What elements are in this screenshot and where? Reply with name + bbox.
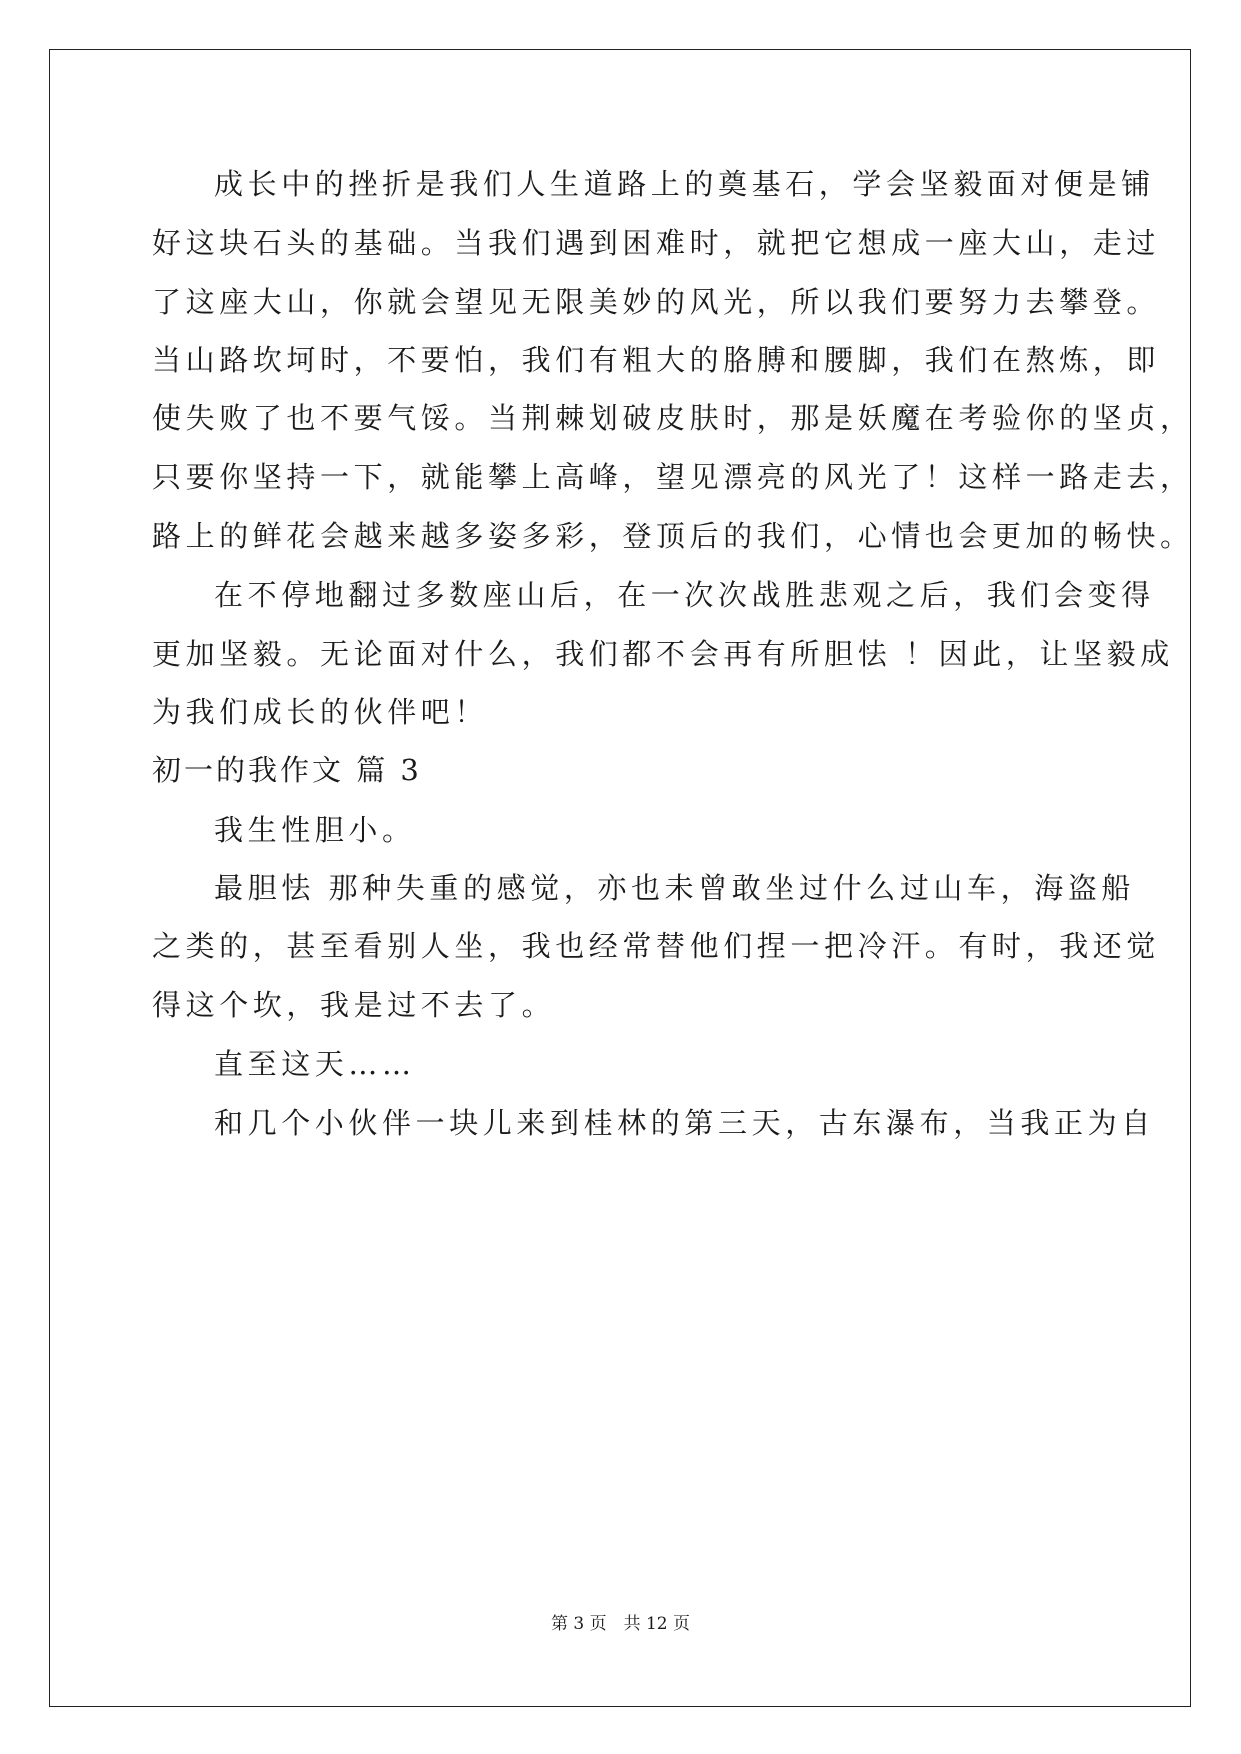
- paragraph-line: 之类的，甚至看别人坐，我也经常替他们捏一把冷汗。有时，我还觉: [152, 929, 1161, 963]
- section-heading: 初一的我作文 篇 3: [152, 753, 422, 787]
- paragraph-line: 了这座大山，你就会望见无限美妙的风光，所以我们要努力去攀登。: [152, 285, 1161, 319]
- paragraph-line: 我生性胆小。: [214, 813, 416, 847]
- paragraph-line: 直至这天……: [214, 1047, 416, 1081]
- paragraph-line: 路上的鲜花会越来越多姿多彩，登顶后的我们，心情也会更加的畅快。: [152, 519, 1194, 553]
- paragraph-line: 使失败了也不要气馁。当荆棘划破皮肤时，那是妖魔在考验你的坚贞，: [152, 401, 1194, 435]
- paragraph-line: 成长中的挫折是我们人生道路上的奠基石，学会坚毅面对便是铺: [214, 167, 1155, 201]
- paragraph-line: 和几个小伙伴一块儿来到桂林的第三天，古东瀑布，当我正为自: [214, 1106, 1155, 1140]
- paragraph-line: 更加坚毅。无论面对什么，我们都不会再有所胆怯 ！因此，让坚毅成: [152, 637, 1174, 671]
- paragraph-line: 只要你坚持一下，就能攀上高峰，望见漂亮的风光了！这样一路走去，: [152, 460, 1194, 494]
- page-number-footer: 第 3 页 共 12 页: [550, 1614, 691, 1634]
- paragraph-line: 为我们成长的伙伴吧！: [152, 695, 489, 729]
- paragraph-line: 最胆怯 那种失重的感觉，亦也未曾敢坐过什么过山车，海盗船: [214, 871, 1136, 905]
- paragraph-line: 得这个坎，我是过不去了。: [152, 988, 556, 1022]
- paragraph-line: 在不停地翻过多数座山后，在一次次战胜悲观之后，我们会变得: [214, 578, 1155, 612]
- paragraph-line: 好这块石头的基础。当我们遇到困难时，就把它想成一座大山，走过: [152, 226, 1161, 260]
- paragraph-line: 当山路坎坷时，不要怕，我们有粗大的胳膊和腰脚，我们在熬炼，即: [152, 343, 1161, 377]
